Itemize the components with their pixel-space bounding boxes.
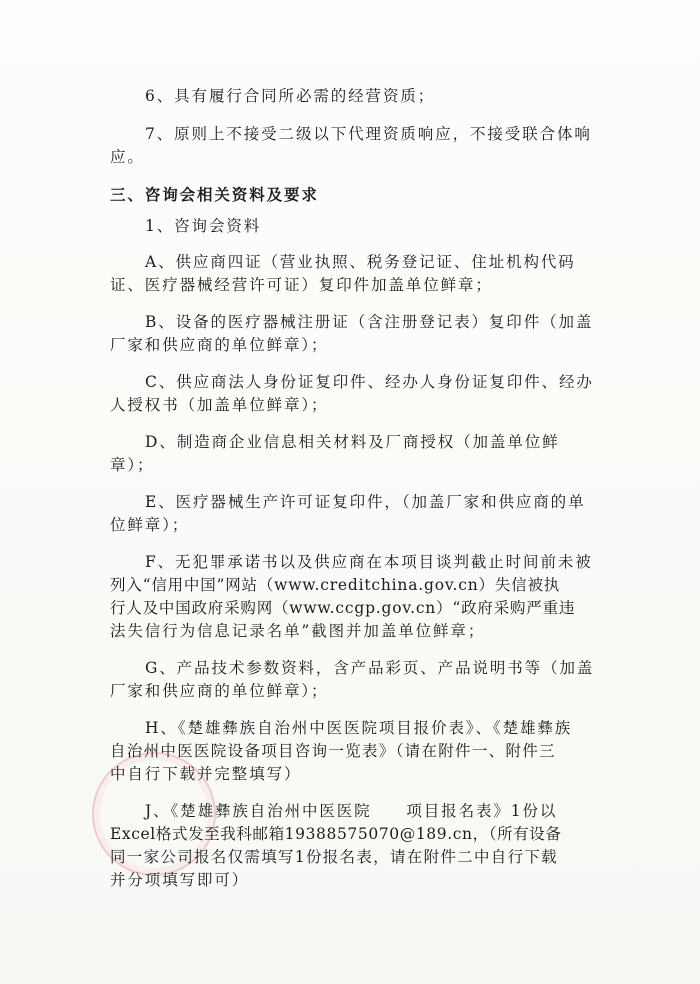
- item-f-line-4: 法失信行为信息记录名单”截图并加盖单位鲜章；: [110, 622, 486, 640]
- item-j-line-1: J、《楚雄彝族自治州中医医院 项目报名表》1份以: [145, 802, 558, 820]
- item-f-line-3: 行人及中国政府采购网（www.ccgp.gov.cn）“政府采购严重违: [110, 599, 576, 617]
- item-g-line-1: G、产品技术参数资料，含产品彩页、产品说明书等（加盖: [145, 659, 595, 677]
- item-j-line-4: 并分项填写即可）: [110, 871, 250, 889]
- item-6-line: 6、具有履行合同所必需的经营资质；: [145, 87, 436, 105]
- item-d-line-2: 章）；: [110, 456, 155, 474]
- item-f-line-1: F、无犯罪承诺书以及供应商在本项目谈判截止时间前未被: [145, 553, 593, 571]
- item-h-line-1: H、《楚雄彝族自治州中医医院项目报价表》、《楚雄彝族: [145, 719, 573, 737]
- item-e-line-1: E、医疗器械生产许可证复印件，（加盖厂家和供应商的单: [145, 493, 586, 511]
- section-3-heading: 三、咨询会相关资料及要求: [110, 185, 319, 204]
- item-c-line-2: 人授权书（加盖单位鲜章）；: [110, 396, 329, 414]
- item-j-line-3: 同一家公司报名仅需填写1份报名表，请在附件二中自行下载: [110, 848, 558, 866]
- item-h-line-3: 中自行下载并完整填写）: [110, 765, 302, 783]
- item-h-line-2: 自治州中医医院设备项目咨询一览表》（请在附件一、附件三: [110, 742, 556, 760]
- item-g-line-2: 厂家和供应商的单位鲜章）；: [110, 682, 329, 700]
- item-d-line-1: D、制造商企业信息相关材料及厂商授权（加盖单位鲜: [145, 433, 560, 451]
- item-7-line-2: 应。: [110, 148, 145, 166]
- subsection-1-heading: 1、咨询会资料: [145, 217, 262, 235]
- item-b-line-2: 厂家和供应商的单位鲜章）；: [110, 336, 329, 354]
- item-a-line-2: 证、医疗器械经营许可证）复印件加盖单位鲜章；: [110, 276, 493, 294]
- item-b-line-1: B、设备的医疗器械注册证（含注册登记表）复印件（加盖: [145, 313, 594, 331]
- item-7-line-1: 7、原则上不接受二级以下代理资质响应，不接受联合体响: [145, 125, 592, 143]
- item-c-line-1: C、供应商法人身份证复印件、经办人身份证复印件、经办: [145, 373, 594, 391]
- item-a-line-1: A、供应商四证（营业执照、税务登记证、住址机构代码: [145, 253, 576, 271]
- item-j-line-2: Excel格式发至我科邮箱19388575070@189.cn，（所有设备: [110, 825, 562, 843]
- item-f-line-2: 列入“信用中国”网站（www.creditchina.gov.cn）失信被执: [110, 576, 561, 594]
- item-e-line-2: 位鲜章）；: [110, 516, 190, 534]
